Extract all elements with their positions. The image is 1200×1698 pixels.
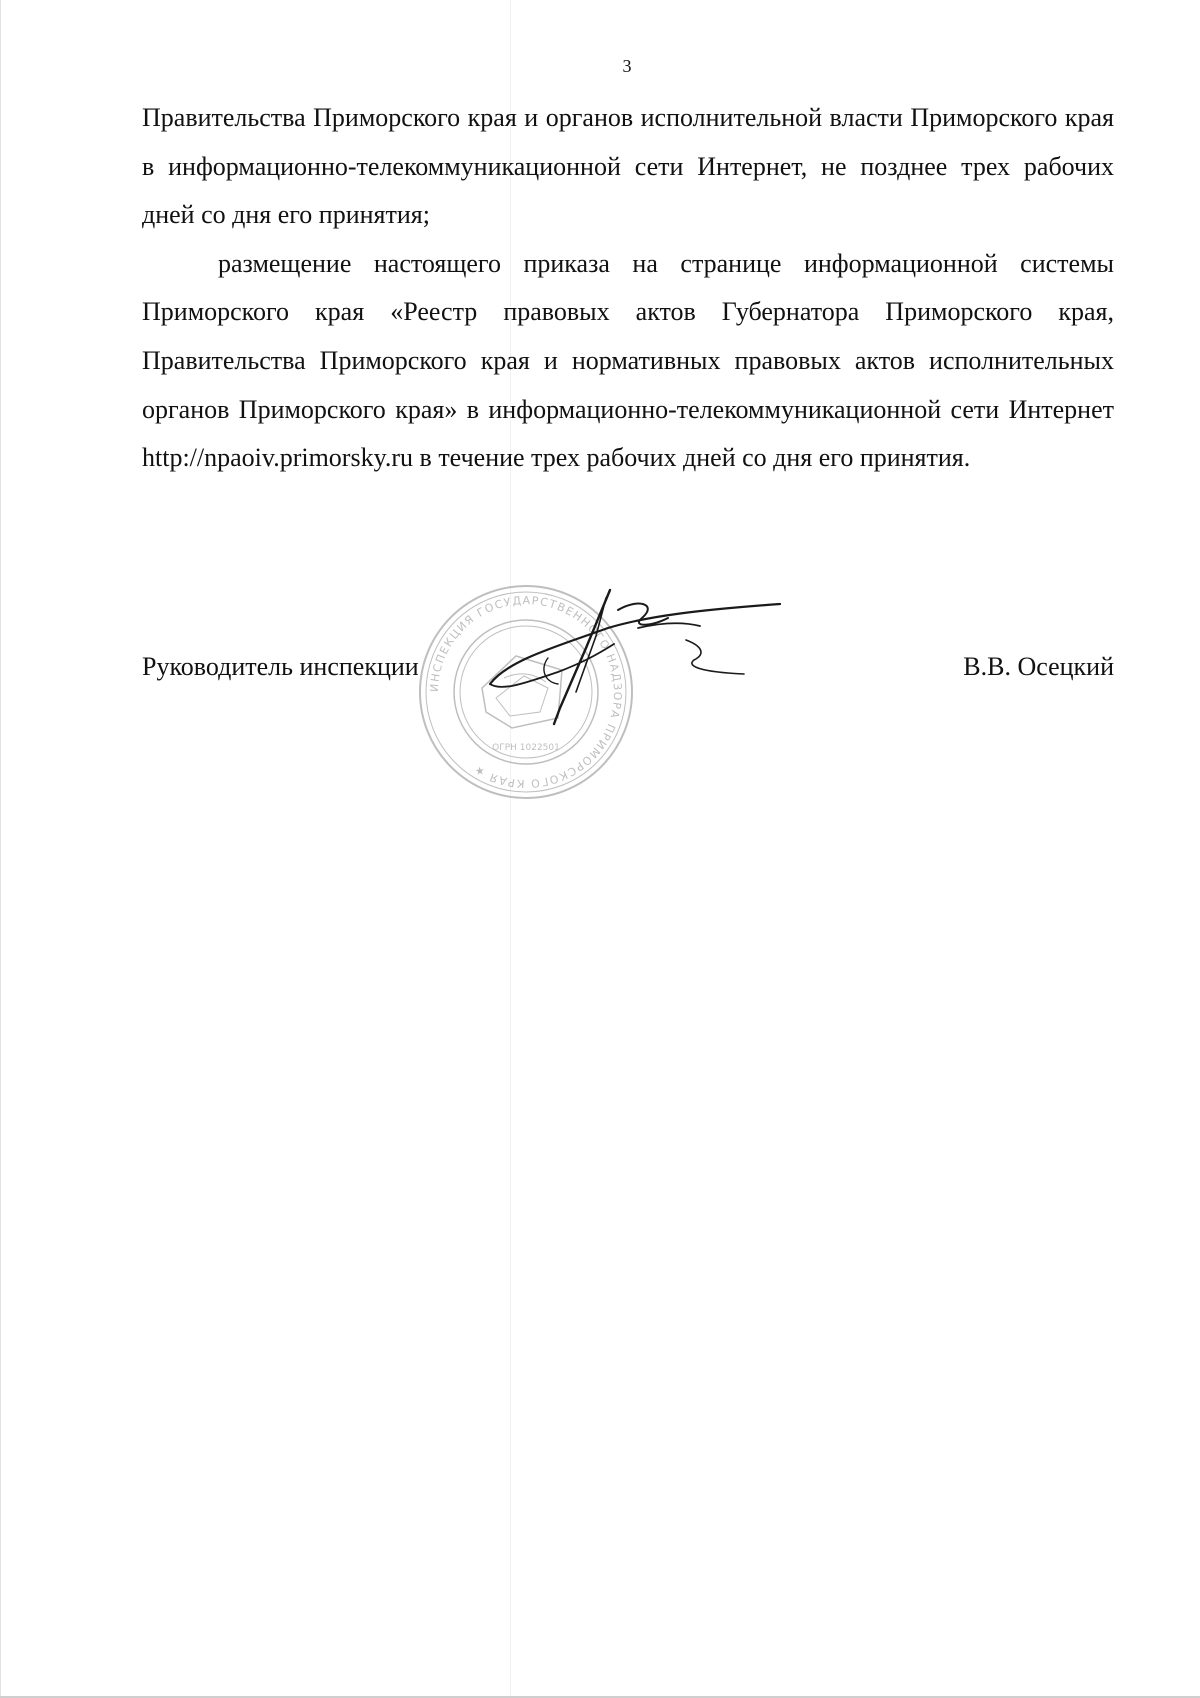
signer-position-title: Руководитель инспекции (142, 652, 419, 681)
handwritten-signature (488, 588, 784, 744)
page-number: 3 (622, 56, 632, 76)
scan-edge-left (0, 0, 1, 1698)
svg-text:ИНСПЕКЦИЯ ГОСУДАРСТВЕННОГО НАД: ИНСПЕКЦИЯ ГОСУДАРСТВЕННОГО НАДЗОРА ПРИМОРСКОГО КРАЯ ★ (427, 593, 625, 791)
svg-text:ОГРН 1022501: ОГРН 1022501 (492, 743, 560, 753)
signer-name: В.В. Осецкий (963, 652, 1114, 681)
paragraph-continuation: Правительства Приморского края и органов исполнительной власти Приморского края в информационно-телекоммуникационной сети Интернет, не позднее трех рабочих дней со дня его принятия; (142, 103, 1114, 230)
paragraph-publication: размещение настоящего приказа на странице информационной системы Приморского края «Реестр правовых актов Губернатора Приморского края, Правительства Приморского края и нормативных правовых актов исполнительных органов Приморского края» в информационно-телекоммуникационной сети Интернет http://npaoiv.primorsky.ru в течение трех рабочих дней со дня его принятия. (142, 248, 1114, 473)
document-body (142, 94, 1114, 483)
